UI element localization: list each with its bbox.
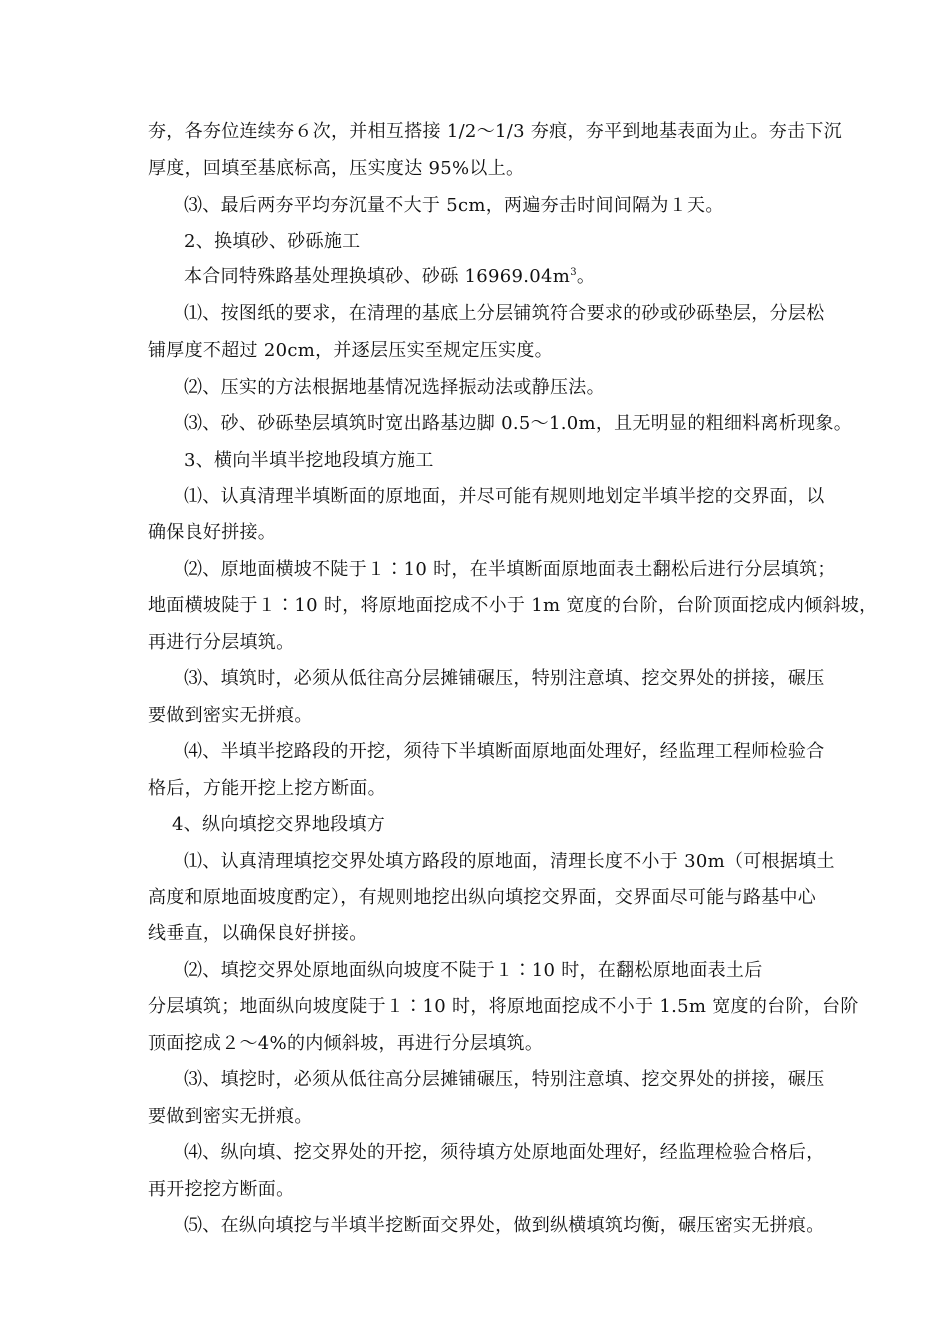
text-line: 要做到密实无拼痕。 xyxy=(148,1106,313,1127)
section-heading: 4、纵向填挖交界地段填方 xyxy=(172,814,386,835)
superscript: 3 xyxy=(570,267,577,278)
text-line: ⑵、填挖交界处原地面纵向坡度不陡于１∶10 时，在翻松原地面表土后 xyxy=(184,960,763,981)
text-line: 线垂直，以确保良好拼接。 xyxy=(148,923,368,944)
section-heading: 2、换填砂、砂砾施工 xyxy=(184,231,361,252)
text-line: ⑴、按图纸的要求，在清理的基底上分层铺筑符合要求的砂或砂砾垫层，分层松 xyxy=(184,303,825,324)
text-line: ⑶、填挖时，必须从低往高分层摊铺碾压，特别注意填、挖交界处的拼接，碾压 xyxy=(184,1069,825,1090)
text-line: 再进行分层填筑。 xyxy=(148,632,295,653)
text-line: ⑵、压实的方法根据地基情况选择振动法或静压法。 xyxy=(184,377,605,398)
text-line: ⑴、认真清理填挖交界处填方路段的原地面，清理长度不小于 30m（可根据填土 xyxy=(184,851,835,872)
text-line: 铺厚度不超过 20cm，并逐层压实至规定压实度。 xyxy=(148,340,553,361)
text-line: ⑶、填筑时，必须从低往高分层摊铺碾压，特别注意填、挖交界处的拼接，碾压 xyxy=(184,668,825,689)
text-line: 格后，方能开挖上挖方断面。 xyxy=(148,778,386,799)
volume-text: 本合同特殊路基处理换填砂、砂砾 16969.04m xyxy=(184,266,571,287)
text-line: ⑷、纵向填、挖交界处的开挖，须待填方处原地面处理好，经监理检验合格后， xyxy=(184,1142,825,1163)
text-line: ⑴、认真清理半填断面的原地面，并尽可能有规则地划定半填半挖的交界面，以 xyxy=(184,486,825,507)
section-heading: 3、横向半填半挖地段填方施工 xyxy=(184,450,434,471)
text-line: ⑶、最后两夯平均夯沉量不大于 5cm，两遍夯击时间间隔为１天。 xyxy=(184,195,724,216)
text-line: 夯，各夯位连续夯６次，并相互搭接 1/2～1/3 夯痕，夯平到地基表面为止。夯击下沉 xyxy=(148,121,842,142)
text-line: 确保良好拼接。 xyxy=(148,522,277,543)
text-line xyxy=(184,265,595,289)
text-line: ⑵、原地面横坡不陡于１∶10 时，在半填断面原地面表土翻松后进行分层填筑； xyxy=(184,559,836,580)
text-line: 再开挖挖方断面。 xyxy=(148,1179,295,1200)
text-line: 地面横坡陡于１∶10 时，将原地面挖成不小于 1m 宽度的台阶，台阶顶面挖成内倾斜坡， xyxy=(148,595,878,616)
text-line: 高度和原地面坡度酌定），有规则地挖出纵向填挖交界面，交界面尽可能与路基中心 xyxy=(148,887,817,908)
text-line: 要做到密实无拼痕。 xyxy=(148,705,313,726)
text-line: ⑷、半填半挖路段的开挖，须待下半填断面原地面处理好，经监理工程师检验合 xyxy=(184,741,825,762)
text-line: 分层填筑；地面纵向坡度陡于１∶10 时，将原地面挖成不小于 1.5m 宽度的台阶，台阶 xyxy=(148,996,859,1017)
text-line: ⑶、砂、砂砾垫层填筑时宽出路基边脚 0.5～1.0m，且无明显的粗细料离析现象。 xyxy=(184,413,853,434)
text-line: 厚度，回填至基底标高，压实度达 95%以上。 xyxy=(148,158,525,179)
period: 。 xyxy=(576,266,596,287)
text-line: ⑸、在纵向填挖与半填半挖断面交界处，做到纵横填筑均衡，碾压密实无拼痕。 xyxy=(184,1215,825,1236)
text-line: 顶面挖成２～4%的内倾斜坡，再进行分层填筑。 xyxy=(148,1033,544,1054)
